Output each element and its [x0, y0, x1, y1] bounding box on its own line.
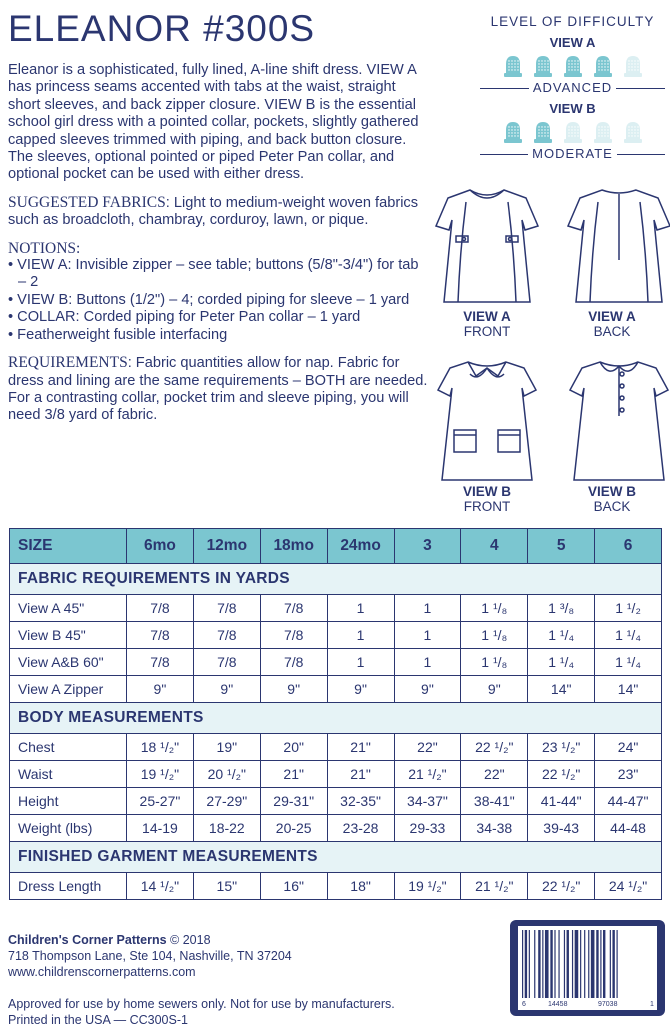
table-cell: 19 ¹/₂"	[127, 761, 194, 788]
table-cell: 18 ¹/₂"	[127, 734, 194, 761]
barcode-bar	[522, 930, 523, 998]
row-label: View B 45"	[10, 622, 127, 649]
table-cell: 7/8	[193, 595, 260, 622]
table-cell: 25-27"	[127, 788, 194, 815]
size-column-header: 18mo	[260, 529, 327, 564]
size-column-header: 24mo	[327, 529, 394, 564]
table-row	[10, 815, 662, 842]
section-heading: FABRIC REQUIREMENTS IN YARDS	[10, 564, 662, 595]
table-cell: 21"	[260, 761, 327, 788]
row-label: Chest	[10, 734, 127, 761]
difficulty-view-b: VIEW B	[549, 101, 596, 116]
table-row	[10, 873, 662, 900]
thimble-filled-icon	[502, 120, 524, 144]
table-cell: 14 ¹/₂"	[127, 873, 194, 900]
table-cell: 1 ¹/₄	[595, 622, 662, 649]
table-cell: 1 ¹/₈	[461, 595, 528, 622]
size-column-header: 5	[528, 529, 595, 564]
footer	[8, 932, 395, 1028]
table-cell: 1 ³/₈	[528, 595, 595, 622]
table-cell: 18-22	[193, 815, 260, 842]
table-cell: 39-43	[528, 815, 595, 842]
table-cell: 23 ¹/₂"	[528, 734, 595, 761]
size-header: SIZE	[10, 529, 127, 564]
dress-illustrations	[430, 180, 670, 520]
table-cell: 21 ¹/₂"	[461, 873, 528, 900]
table-cell: 1	[327, 649, 394, 676]
table-cell: 7/8	[260, 595, 327, 622]
table-cell: 23-28	[327, 815, 394, 842]
row-label: Dress Length	[10, 873, 127, 900]
notion-item: • Featherweight fusible interfacing	[8, 326, 228, 343]
table-cell: 23"	[595, 761, 662, 788]
row-label: View A 45"	[10, 595, 127, 622]
barcode-digit: 97038	[598, 1001, 618, 1008]
table-cell: 7/8	[193, 649, 260, 676]
address: 718 Thompson Lane, Ste 104, Nashville, TN 37204	[8, 949, 292, 963]
size-column-header: 4	[461, 529, 528, 564]
table-cell: 21"	[327, 761, 394, 788]
table-cell: 22 ¹/₂"	[461, 734, 528, 761]
notions	[8, 240, 428, 344]
notion-item: • COLLAR: Corded piping for Peter Pan collar – 1 yard	[8, 309, 361, 326]
difficulty-panel	[480, 14, 665, 161]
barcode-bar	[558, 930, 559, 998]
barcode-bar	[550, 930, 552, 998]
barcode-bar	[617, 930, 618, 998]
thimble-empty-icon	[592, 120, 614, 144]
thimble-empty-icon	[562, 120, 584, 144]
table-row	[10, 595, 662, 622]
table-cell: 29-31"	[260, 788, 327, 815]
table-row	[10, 676, 662, 703]
table-cell: 14"	[595, 676, 662, 703]
barcode-digit: 6	[522, 1001, 526, 1008]
thimble-filled-icon	[532, 54, 554, 78]
table-cell: 1 ¹/₄	[528, 649, 595, 676]
website: www.childrenscornerpatterns.com	[8, 965, 196, 979]
size-column-header: 6	[595, 529, 662, 564]
barcode-digit: 14458	[548, 1001, 568, 1008]
label-view-a-back: VIEW A BACK	[588, 309, 636, 339]
table-row	[10, 649, 662, 676]
table-cell: 1	[394, 622, 461, 649]
barcode-bar	[580, 930, 581, 998]
table-row	[10, 734, 662, 761]
label-view-b-back: VIEW B BACK	[587, 484, 636, 514]
table-cell: 15"	[193, 873, 260, 900]
barcode-bar	[603, 930, 605, 998]
thimble-rating-b	[480, 120, 665, 144]
thimble-filled-icon	[592, 54, 614, 78]
barcode	[510, 920, 665, 1016]
description-block	[8, 62, 428, 435]
table-cell: 1 ¹/₈	[461, 649, 528, 676]
table-cell: 44-47"	[595, 788, 662, 815]
barcode-bar	[529, 930, 530, 998]
level-moderate: MODERATE	[480, 146, 665, 161]
size-column-header: 6mo	[127, 529, 194, 564]
table-cell: 44-48	[595, 815, 662, 842]
table-cell: 1 ¹/₄	[595, 649, 662, 676]
barcode-bar	[554, 930, 555, 998]
table-cell: 7/8	[127, 649, 194, 676]
view-a-back-illustration	[568, 190, 670, 302]
size-column-header: 12mo	[193, 529, 260, 564]
table-cell: 1	[394, 595, 461, 622]
view-b-front-illustration	[438, 362, 536, 480]
table-cell: 14"	[528, 676, 595, 703]
barcode-bar	[538, 930, 540, 998]
table-cell: 22"	[394, 734, 461, 761]
view-b-back-illustration	[570, 362, 668, 480]
table-cell: 18"	[327, 873, 394, 900]
table-cell: 14-19	[127, 815, 194, 842]
barcode-bar	[596, 930, 598, 998]
usage-note: Approved for use by home sewers only. Not for use by manufacturers.	[8, 997, 395, 1011]
barcode-bar	[591, 930, 595, 998]
row-label: View A&B 60"	[10, 649, 127, 676]
barcode-bar	[612, 930, 614, 998]
table-cell: 9"	[127, 676, 194, 703]
requirements	[8, 354, 428, 425]
row-label: Weight (lbs)	[10, 815, 127, 842]
barcode-bar	[545, 930, 549, 998]
table-cell: 19"	[193, 734, 260, 761]
thimble-filled-icon	[532, 120, 554, 144]
table-cell: 19 ¹/₂"	[394, 873, 461, 900]
barcode-bar	[575, 930, 579, 998]
table-cell: 1 ¹/₈	[461, 622, 528, 649]
table-cell: 22 ¹/₂"	[528, 761, 595, 788]
table-cell: 22 ¹/₂"	[528, 873, 595, 900]
requirements-text: : Fabric quantities allow for nap. Fabric for dress and lining are the same requirements – BOTH are needed. For a contrasting collar, pocket trim and sleeve piping, you will need 3/8 yard of fabric.	[8, 355, 428, 424]
table-cell: 1	[327, 622, 394, 649]
copyright: © 2018	[166, 933, 211, 947]
table-cell: 38-41"	[461, 788, 528, 815]
table-cell: 7/8	[260, 649, 327, 676]
barcode-bar	[610, 930, 611, 998]
table-cell: 24 ¹/₂"	[595, 873, 662, 900]
label-view-a-front: VIEW A FRONT	[463, 309, 511, 339]
section-heading: BODY MEASUREMENTS	[10, 703, 662, 734]
table-cell: 9"	[461, 676, 528, 703]
view-a-front-illustration	[436, 190, 538, 302]
barcode-bar	[534, 930, 535, 998]
barcode-bar	[525, 930, 527, 998]
size-column-header: 3	[394, 529, 461, 564]
section-heading: FINISHED GARMENT MEASUREMENTS	[10, 842, 662, 873]
row-label: View A Zipper	[10, 676, 127, 703]
notion-item: • VIEW B: Buttons (1/2") – 4; corded piping for sleeve – 1 yard	[8, 291, 410, 308]
fabrics-heading: SUGGESTED FABRICS	[8, 193, 166, 211]
pattern-description: Eleanor is a sophisticated, fully lined, A-line shift dress. VIEW A has princess seams accented with tabs at the waist, straight short sleeves, and back zipper closure. VIEW B is the essential school girl dress with a pointed collar, pockets, slightly gathered capped sleeves trimmed with piping, and back button closure. The sleeves, optional pointed or piped Peter Pan collar, and optional pocket can be used with either dress.	[8, 62, 419, 183]
table-cell: 34-37"	[394, 788, 461, 815]
barcode-bar	[542, 930, 543, 998]
thimble-filled-icon	[502, 54, 524, 78]
table-cell: 9"	[193, 676, 260, 703]
difficulty-title: LEVEL OF DIFFICULTY	[490, 14, 655, 29]
requirements-heading: REQUIREMENTS	[8, 354, 128, 372]
suggested-fabrics	[8, 194, 428, 230]
barcode-bar	[588, 930, 589, 998]
notions-heading: NOTIONS:	[8, 239, 81, 257]
table-cell: 7/8	[260, 622, 327, 649]
level-advanced: ADVANCED	[480, 80, 665, 95]
label-view-b-front: VIEW B FRONT	[462, 484, 511, 514]
table-row	[10, 788, 662, 815]
barcode-bar	[564, 930, 565, 998]
table-cell: 1	[327, 595, 394, 622]
table-row	[10, 761, 662, 788]
table-cell: 9"	[327, 676, 394, 703]
barcode-bar	[572, 930, 573, 998]
pattern-title: ELEANOR #300S	[8, 8, 316, 49]
table-cell: 1 ¹/₄	[528, 622, 595, 649]
table-cell: 32-35"	[327, 788, 394, 815]
fabrics-text: : Light to medium-weight woven fabrics such as broadcloth, chambray, corduroy, lawn, or pique.	[8, 194, 419, 229]
size-chart-table	[9, 528, 662, 900]
table-cell: 1	[394, 649, 461, 676]
notion-item: • VIEW A: Invisible zipper – see table; buttons (5/8"-3/4") for tab – 2	[8, 257, 419, 291]
table-cell: 34-38	[461, 815, 528, 842]
barcode-bar	[600, 930, 601, 998]
thimble-empty-icon	[622, 54, 644, 78]
barcode-bar	[567, 930, 569, 998]
table-cell: 21 ¹/₂"	[394, 761, 461, 788]
thimble-rating-a	[480, 54, 665, 78]
table-cell: 27-29"	[193, 788, 260, 815]
table-cell: 7/8	[193, 622, 260, 649]
table-cell: 20 ¹/₂"	[193, 761, 260, 788]
table-cell: 21"	[327, 734, 394, 761]
difficulty-view-a: VIEW A	[549, 35, 596, 50]
table-cell: 41-44"	[528, 788, 595, 815]
barcode-digit: 1	[650, 1001, 654, 1008]
table-cell: 9"	[394, 676, 461, 703]
table-cell: 20-25	[260, 815, 327, 842]
table-cell: 7/8	[127, 622, 194, 649]
notions-list	[8, 257, 428, 344]
company-name: Children's Corner Patterns	[8, 933, 167, 947]
table-cell: 29-33	[394, 815, 461, 842]
row-label: Height	[10, 788, 127, 815]
table-cell: 20"	[260, 734, 327, 761]
table-cell: 9"	[260, 676, 327, 703]
table-cell: 16"	[260, 873, 327, 900]
table-cell: 1 ¹/₂	[595, 595, 662, 622]
print-note: Printed in the USA — CC300S-1	[8, 1013, 188, 1027]
table-row	[10, 622, 662, 649]
table-cell: 22"	[461, 761, 528, 788]
table-cell: 24"	[595, 734, 662, 761]
table-cell: 7/8	[127, 595, 194, 622]
thimble-empty-icon	[622, 120, 644, 144]
row-label: Waist	[10, 761, 127, 788]
thimble-filled-icon	[562, 54, 584, 78]
barcode-bar	[584, 930, 585, 998]
